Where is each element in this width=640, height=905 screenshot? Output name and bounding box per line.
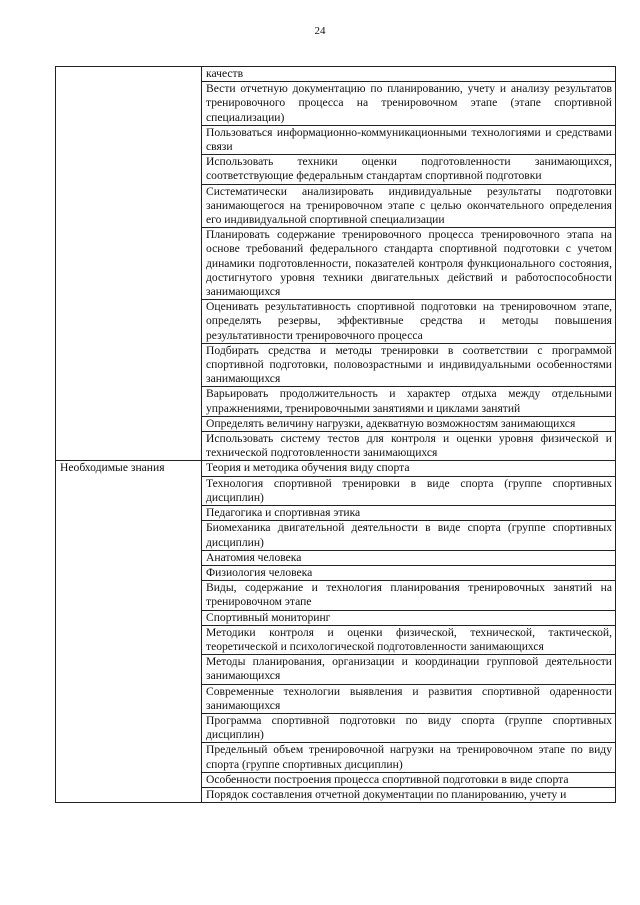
requirement-item: Педагогика и спортивная этика [202, 506, 616, 521]
requirement-item: Анатомия человека [202, 550, 616, 565]
requirement-item: Теория и методика обучения виду спорта [202, 461, 616, 476]
requirement-item: Систематически анализировать индивидуальные результаты подготовки занимающегося на тренировочном этапе с целью окончательного определения его индивидуальной спортивной специализации [202, 184, 616, 228]
requirement-item: Порядок составления отчетной документации по планированию, учету и [202, 787, 616, 802]
requirements-table [55, 66, 616, 803]
table-row [56, 461, 616, 476]
requirement-item: Планировать содержание тренировочного процесса тренировочного этапа на основе требований федерального стандарта спортивной подготовки с учетом динамики подготовленности, показателей контроля функционального состояния, достигнутого уровня техники двигательных действий и работоспособности занимающихся [202, 228, 616, 300]
requirement-item: Использовать систему тестов для контроля и оценки уровня физической и технической подготовленности занимающихся [202, 432, 616, 461]
requirement-item: качеств [202, 67, 616, 82]
requirement-item: Спортивный мониторинг [202, 610, 616, 625]
requirement-item: Оценивать результативность спортивной подготовки на тренировочном этапе, определять резервы, эффективные средства и методы повышения результативности тренировочного процесса [202, 300, 616, 344]
requirement-item: Биомеханика двигательной деятельности в виде спорта (группе спортивных дисциплин) [202, 521, 616, 550]
requirement-item: Особенности построения процесса спортивной подготовки в виде спорта [202, 772, 616, 787]
requirement-item: Пользоваться информационно-коммуникационными технологиями и средствами связи [202, 125, 616, 154]
section-label-cell: Необходимые знания [56, 461, 202, 803]
requirement-item: Виды, содержание и технология планирования тренировочных занятий на тренировочном этапе [202, 581, 616, 610]
table-row [56, 67, 616, 82]
requirement-item: Программа спортивной подготовки по виду спорта (группе спортивных дисциплин) [202, 713, 616, 742]
requirement-item: Методики контроля и оценки физической, технической, тактической, теоретической и психологической подготовленности занимающихся [202, 625, 616, 654]
requirement-item: Использовать техники оценки подготовленности занимающихся, соответствующие федеральным стандартам спортивной подготовки [202, 155, 616, 184]
section-label-cell [56, 67, 202, 461]
requirement-item: Подбирать средства и методы тренировки в соответствии с программой спортивной подготовки, половозрастными и индивидуальными особенностями занимающихся [202, 343, 616, 387]
requirement-item: Определять величину нагрузки, адекватную возможностям занимающихся [202, 416, 616, 431]
requirement-item: Варьировать продолжительность и характер отдыха между отдельными упражнениями, тренировочными занятиями и циклами занятий [202, 387, 616, 416]
requirement-item: Предельный объем тренировочной нагрузки на тренировочном этапе по виду спорта (группе спортивных дисциплин) [202, 743, 616, 772]
requirement-item: Методы планирования, организации и координации групповой деятельности занимающихся [202, 655, 616, 684]
requirement-item: Вести отчетную документацию по планированию, учету и анализу результатов тренировочного процесса на тренировочном этапе (этапе спортивной специализации) [202, 82, 616, 126]
requirement-item: Современные технологии выявления и развития спортивной одаренности занимающихся [202, 684, 616, 713]
requirement-item: Технология спортивной тренировки в виде спорта (группе спортивных дисциплин) [202, 476, 616, 505]
page-number: 24 [314, 25, 326, 37]
requirement-item: Физиология человека [202, 565, 616, 580]
